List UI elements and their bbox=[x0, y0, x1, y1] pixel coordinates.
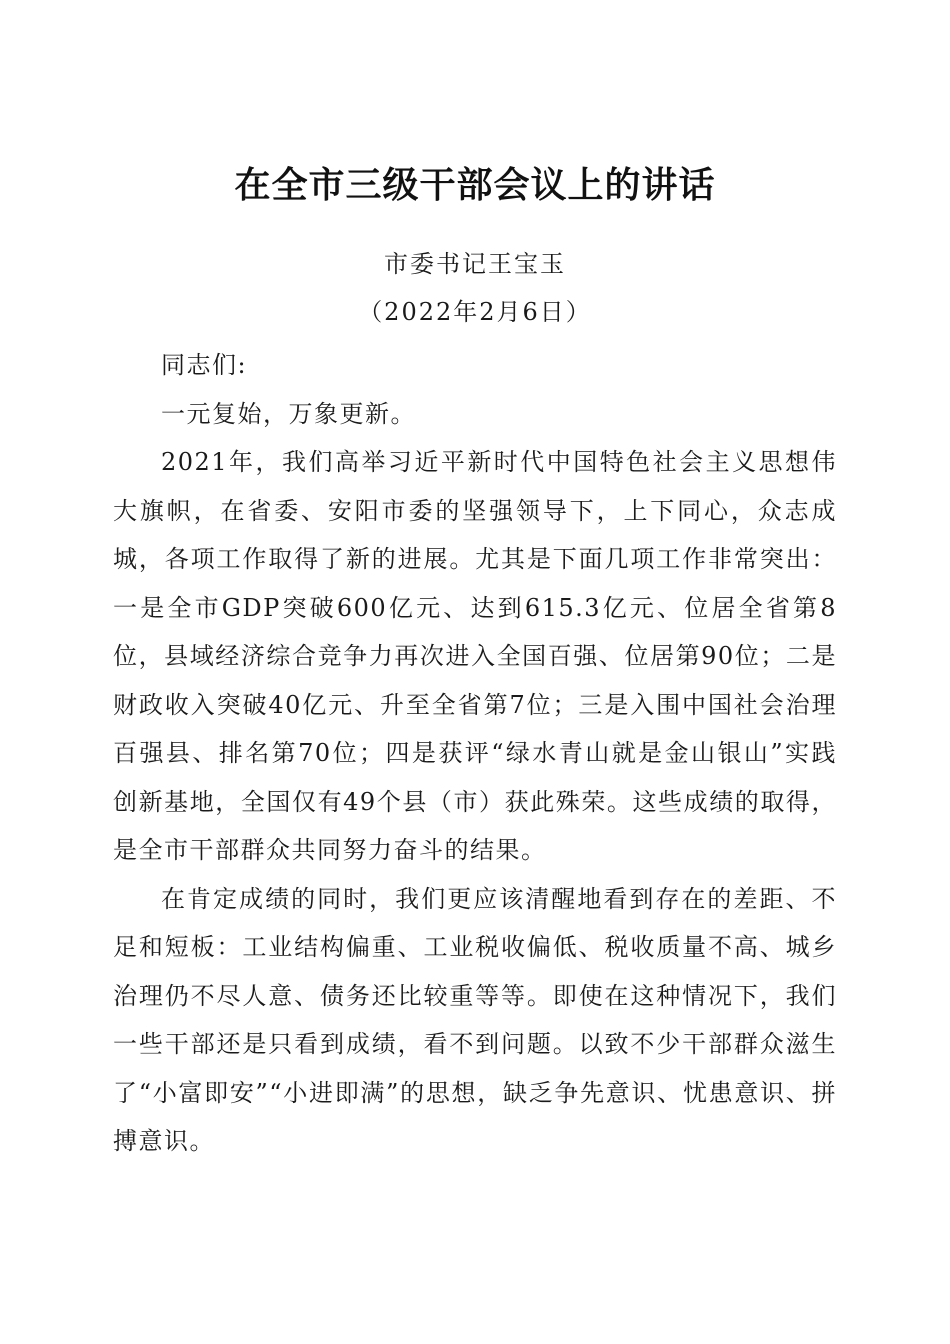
document-author: 市委书记王宝玉 bbox=[384, 250, 566, 278]
achievements-paragraph: 2021年，我们高举习近平新时代中国特色社会主义思想伟大旗帜，在省委、安阳市委的坚强领导下，上下同心，众志成城，各项工作取得了新的进展。尤其是下面几项工作非常突出：一是全市GDP突破600亿元、达到615.3亿元、位居全省第8位，县域经济综合竞争力再次进入全国百强、位居第90位；二是财政收入突破40亿元、升至全省第7位；三是入围中国社会治理百强县、排名第70位；四是获评“绿水青山就是金山银山”实践创新基地，全国仅有49个县（市）获此殊荣。这些成绩的取得，是全市干部群众共同努力奋斗的结果。 bbox=[113, 448, 837, 864]
document-date: （2022年2月6日） bbox=[358, 298, 592, 326]
opening-paragraph: 一元复始，万象更新。 bbox=[161, 399, 416, 428]
document-body bbox=[113, 341, 837, 1166]
salutation-paragraph: 同志们: bbox=[161, 351, 248, 379]
shortcomings-paragraph: 在肯定成绩的同时，我们更应该清醒地看到存在的差距、不足和短板：工业结构偏重、工业税收偏低、税收质量不高、城乡治理仍不尽人意、债务还比较重等等。即使在这种情况下，我们一些干部还是只看到成绩，看不到问题。以致不少干部群众滋生了“小富即安”“小进即满”的思想，缺乏争先意识、忧患意识、拼搏意识。 bbox=[113, 884, 837, 1155]
document-title: 在全市三级干部会议上的讲话 bbox=[234, 165, 716, 206]
